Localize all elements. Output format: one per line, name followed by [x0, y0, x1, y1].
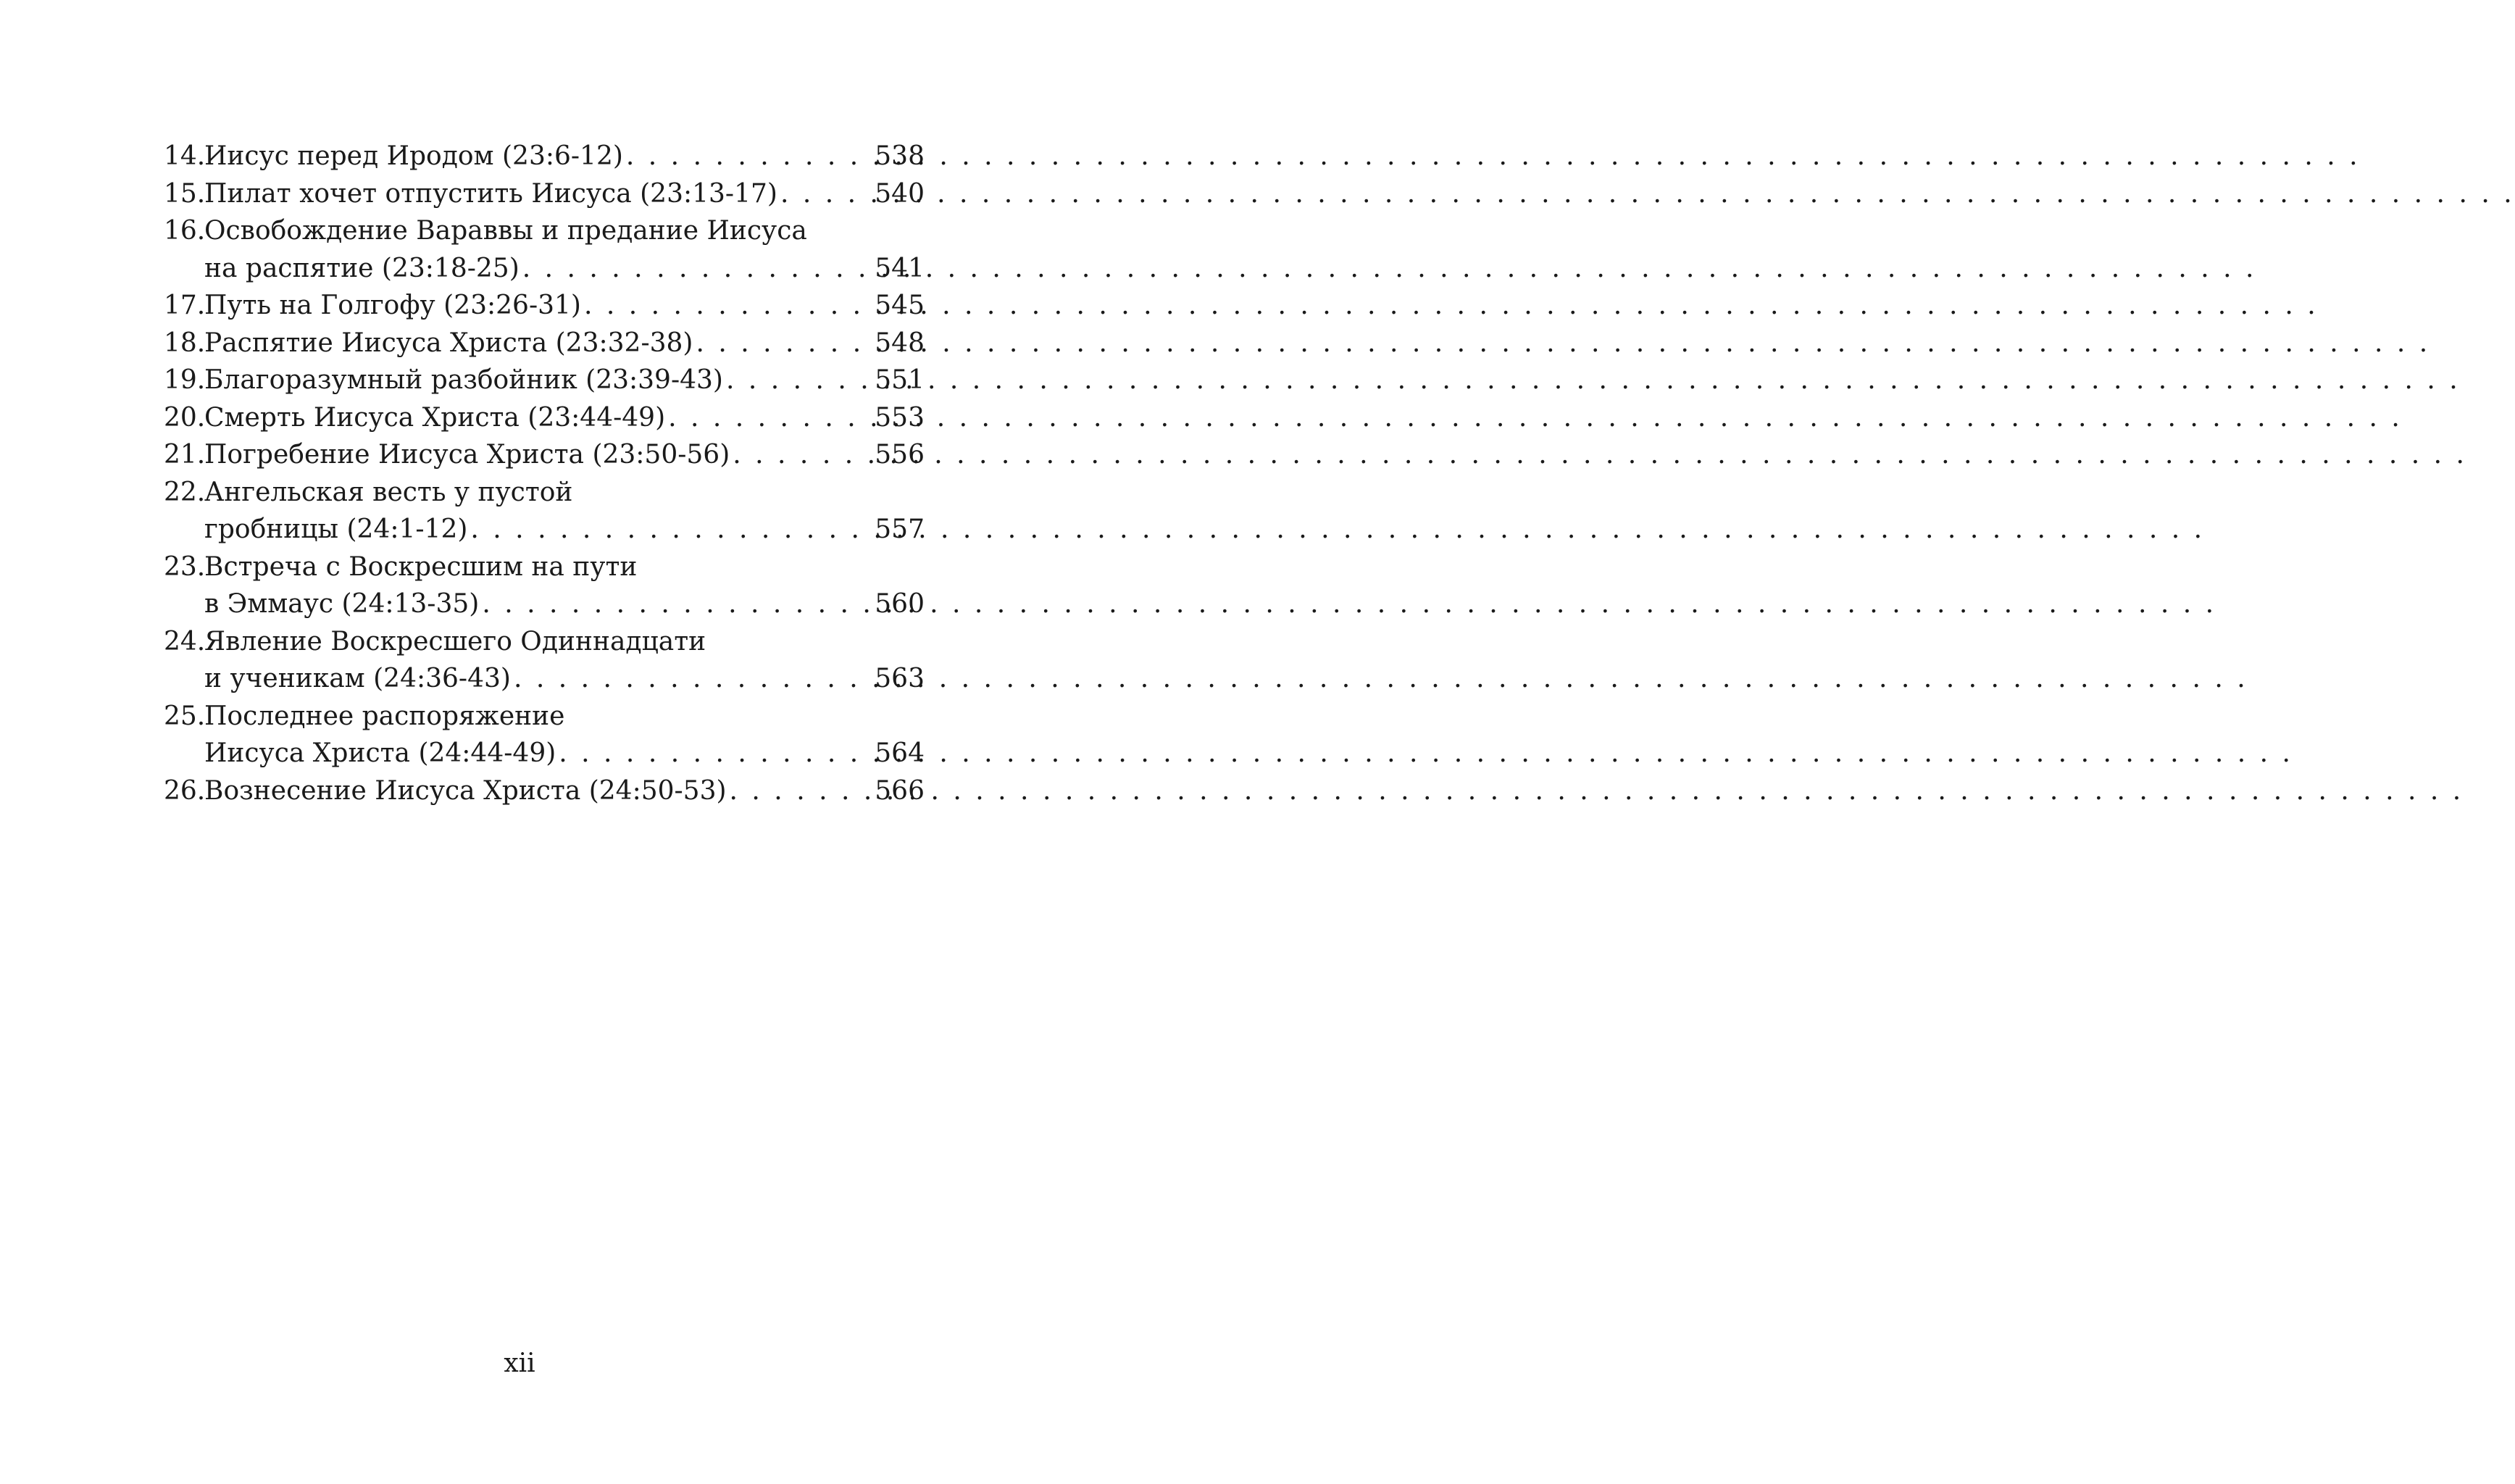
- entry-title-continuation: гробницы (24:1-12): [204, 514, 468, 544]
- toc-entry[interactable]: [164, 362, 925, 399]
- entry-title: Распятие Иисуса Христа (23:32-38): [204, 328, 693, 358]
- entry-number: 21.: [164, 440, 206, 470]
- entry-title-continuation: на распятие (23:18-25): [204, 253, 520, 283]
- toc-entry[interactable]: [164, 399, 925, 437]
- dot-leader: [467, 511, 875, 549]
- toc-entry[interactable]: [164, 138, 925, 175]
- dot-leader: [777, 175, 875, 213]
- dot-leader: [665, 399, 875, 437]
- toc-entry[interactable]: [164, 436, 925, 474]
- page-number: 556: [875, 440, 925, 470]
- entry-title: Смерть Иисуса Христа (23:44-49): [204, 402, 666, 433]
- page-number: 566: [875, 775, 925, 806]
- dot-leader: [520, 250, 875, 288]
- entry-number: 20.: [164, 402, 206, 433]
- toc-entry[interactable]: [164, 698, 925, 772]
- page-number: 563: [875, 664, 925, 693]
- dot-leader: [727, 772, 875, 810]
- dot-leader: [581, 287, 875, 325]
- page-number: 553: [875, 402, 925, 433]
- page-number: 541: [875, 253, 925, 283]
- entry-title: Явление Воскресшего Одиннадцати: [204, 626, 706, 656]
- dot-leader: [623, 138, 875, 175]
- toc-entry[interactable]: [164, 474, 925, 549]
- entry-number: 19.: [164, 365, 206, 395]
- toc-entry[interactable]: [164, 623, 925, 698]
- entry-number: 26.: [164, 775, 206, 806]
- toc-entry[interactable]: [164, 212, 925, 287]
- table-of-contents: [164, 138, 925, 809]
- entry-title: Вознесение Иисуса Христа (24:50-53): [204, 775, 727, 806]
- entry-number: 17.: [164, 291, 206, 320]
- page-folio: xii: [504, 1348, 535, 1378]
- dot-leader: [693, 325, 875, 362]
- entry-title: Последнее распоряжение: [204, 701, 565, 731]
- entry-title: Ангельская весть у пустой: [204, 477, 573, 507]
- dot-leader: [730, 436, 875, 474]
- page-number: 551: [875, 365, 925, 395]
- entry-number: 24.: [164, 626, 206, 656]
- dot-leader: [723, 362, 875, 399]
- page-number: 540: [875, 178, 925, 209]
- page-number: 557: [875, 514, 925, 544]
- dot-leader: [479, 585, 875, 623]
- entry-title: Встреча с Воскресшим на пути: [204, 551, 638, 582]
- toc-entry[interactable]: [164, 772, 925, 810]
- entry-number: 18.: [164, 328, 206, 358]
- toc-entry[interactable]: [164, 175, 925, 213]
- entry-title-continuation: в Эммаус (24:13-35): [204, 589, 480, 619]
- entry-title: Пилат хочет отпустить Иисуса (23:13-17): [204, 178, 777, 209]
- toc-entry[interactable]: [164, 287, 925, 325]
- entry-title: Иисус перед Иродом (23:6-12): [204, 141, 623, 171]
- entry-number: 22.: [164, 477, 206, 507]
- entry-title-continuation: и ученикам (24:36-43): [204, 664, 511, 693]
- entry-title: Освобождение Вараввы и предание Иисуса: [204, 216, 807, 246]
- entry-number: 14.: [164, 141, 206, 171]
- page-number: 560: [875, 589, 925, 619]
- toc-entry[interactable]: [164, 325, 925, 362]
- entry-number: 15.: [164, 178, 206, 209]
- page-number: 548: [875, 328, 925, 358]
- entry-title: Путь на Голгофу (23:26-31): [204, 291, 581, 320]
- toc-entry[interactable]: [164, 549, 925, 623]
- page-number: 564: [875, 738, 925, 768]
- entry-number: 16.: [164, 216, 206, 246]
- dot-leader: [511, 660, 875, 698]
- entry-title-continuation: Иисуса Христа (24:44-49): [204, 738, 556, 768]
- page-number: 538: [875, 141, 925, 171]
- entry-title: Погребение Иисуса Христа (23:50-56): [204, 440, 730, 470]
- entry-number: 25.: [164, 701, 206, 731]
- page-number: 545: [875, 291, 925, 320]
- dot-leader: [556, 735, 875, 772]
- entry-number: 23.: [164, 551, 206, 582]
- entry-title: Благоразумный разбойник (23:39-43): [204, 365, 723, 395]
